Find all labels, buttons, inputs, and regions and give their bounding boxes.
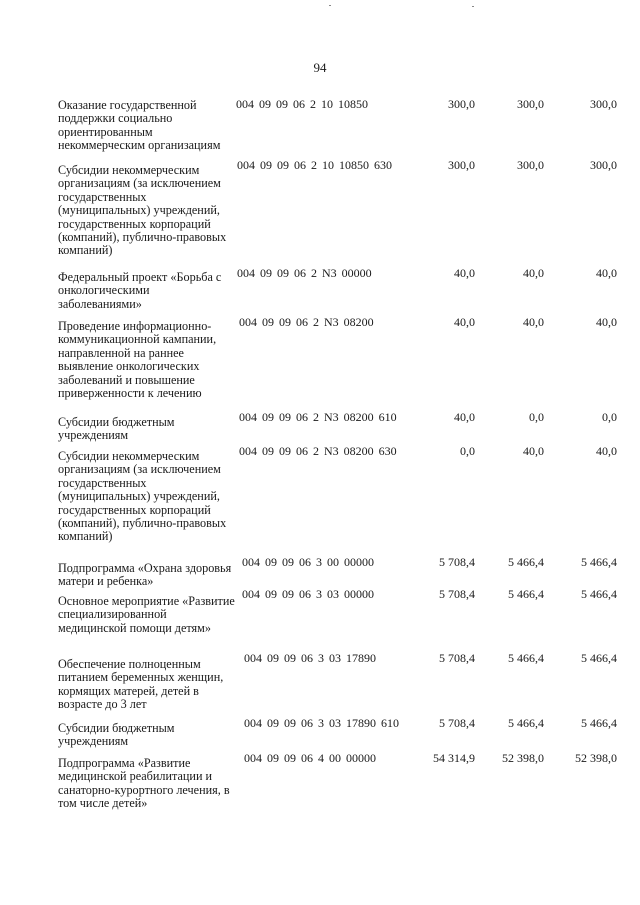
row-value-3: 52 398,0 (575, 751, 617, 765)
row-value-1: 40,0 (454, 315, 475, 329)
page-number: 94 (313, 60, 327, 75)
row-codes: 004 09 09 06 2 N3 08200 610 (239, 410, 397, 424)
row-value-2: 40,0 (523, 444, 544, 458)
row-value-1: 40,0 (454, 410, 475, 424)
row-codes: 004 09 09 06 3 03 17890 610 (244, 716, 399, 730)
row-codes: 004 09 09 06 3 03 00000 (242, 587, 374, 601)
row-value-3: 0,0 (602, 410, 617, 424)
row-name: Оказание государственной поддержки социально ориентированным некоммерческим организациям (58, 98, 221, 153)
scan-speck (329, 5, 331, 6)
row-name: Подпрограмма «Охрана здоровья матери и ребенка» (58, 561, 232, 589)
row-value-2: 5 466,4 (508, 716, 544, 730)
row-value-2: 300,0 (517, 97, 544, 111)
row-value-1: 5 708,4 (439, 587, 475, 601)
row-value-1: 5 708,4 (439, 716, 475, 730)
row-value-3: 5 466,4 (581, 555, 617, 569)
row-value-2: 5 466,4 (508, 587, 544, 601)
row-value-3: 40,0 (596, 266, 617, 280)
row-name: Субсидии бюджетным учреждениям (58, 415, 175, 443)
row-codes: 004 09 09 06 3 00 00000 (242, 555, 374, 569)
row-codes: 004 09 09 06 2 10 10850 630 (237, 158, 392, 172)
row-value-3: 5 466,4 (581, 587, 617, 601)
row-codes: 004 09 09 06 3 03 17890 (244, 651, 376, 665)
row-codes: 004 09 09 06 2 N3 08200 (239, 315, 374, 329)
row-name: Проведение информационно-коммуникационной кампании, направленной на раннее выявление онкологических заболеваний и повышение приверженности к лечению (58, 319, 217, 401)
row-value-2: 5 466,4 (508, 555, 544, 569)
row-name: Подпрограмма «Развитие медицинской реабилитации и санаторно-курортного лечения, в том числе детей» (58, 756, 230, 811)
row-value-2: 52 398,0 (502, 751, 544, 765)
row-value-2: 40,0 (523, 266, 544, 280)
row-name: Обеспечение полноценным питанием беременных женщин, кормящих матерей, детей в возрасте до 3 лет (58, 657, 224, 712)
row-value-2: 300,0 (517, 158, 544, 172)
row-value-1: 300,0 (448, 97, 475, 111)
row-value-1: 300,0 (448, 158, 475, 172)
row-value-1: 40,0 (454, 266, 475, 280)
row-name: Субсидии некоммерческим организациям (за исключением государственных (муниципальных) учреждений, государственных корпораций (компаний), публично-правовых компаний) (58, 449, 227, 544)
scan-speck (472, 6, 474, 7)
row-name: Субсидии некоммерческим организациям (за исключением государственных (муниципальных) учреждений, государственных корпораций (компаний), публично-правовых компаний) (58, 163, 227, 258)
row-codes: 004 09 09 06 2 N3 08200 630 (239, 444, 397, 458)
row-name: Основное мероприятие «Развитие специализированной медицинской помощи детям» (58, 594, 235, 635)
row-name: Федеральный проект «Борьба с онкологическими заболеваниями» (58, 270, 222, 311)
row-value-3: 5 466,4 (581, 716, 617, 730)
row-value-1: 5 708,4 (439, 651, 475, 665)
row-value-3: 300,0 (590, 158, 617, 172)
row-codes: 004 09 09 06 2 10 10850 (236, 97, 368, 111)
row-value-3: 40,0 (596, 315, 617, 329)
row-value-2: 0,0 (529, 410, 544, 424)
row-codes: 004 09 09 06 4 00 00000 (244, 751, 376, 765)
row-value-3: 300,0 (590, 97, 617, 111)
scan-specks (0, 4, 640, 10)
row-codes: 004 09 09 06 2 N3 00000 (237, 266, 372, 280)
row-value-1: 5 708,4 (439, 555, 475, 569)
row-value-1: 54 314,9 (433, 751, 475, 765)
row-name: Субсидии бюджетным учреждениям (58, 721, 175, 749)
row-value-2: 40,0 (523, 315, 544, 329)
row-value-3: 40,0 (596, 444, 617, 458)
row-value-3: 5 466,4 (581, 651, 617, 665)
row-value-2: 5 466,4 (508, 651, 544, 665)
row-value-1: 0,0 (460, 444, 475, 458)
